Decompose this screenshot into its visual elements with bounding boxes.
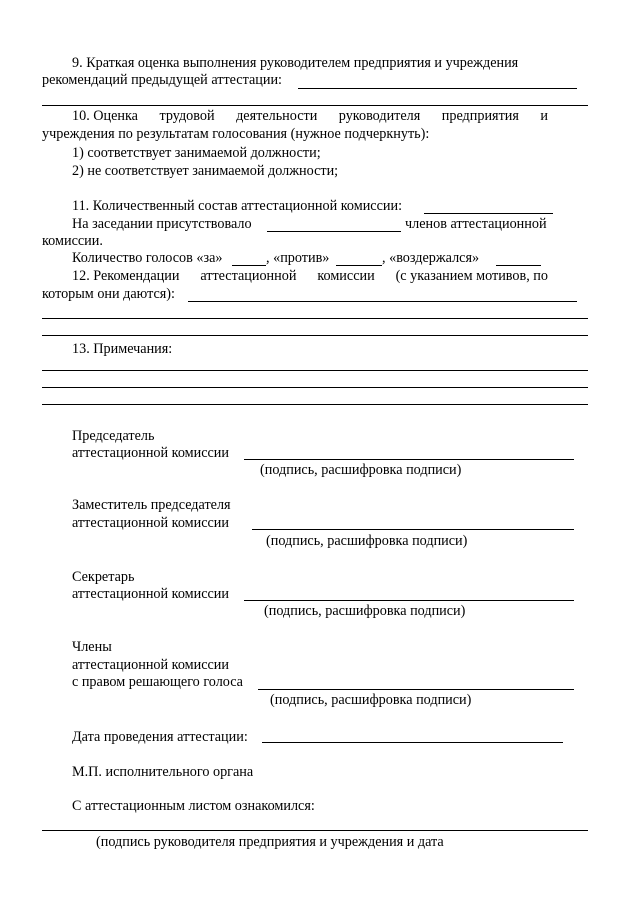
item12-fill-line-2[interactable] (42, 318, 588, 319)
item10-word: деятельности (236, 108, 318, 124)
secretary-signature-line[interactable] (244, 600, 574, 601)
item12-word: комиссии (317, 268, 375, 284)
chair-signature-line[interactable] (244, 459, 574, 460)
item12-word: аттестационной (200, 268, 297, 284)
item11-votes-abstained-label: , «воздержался» (382, 250, 480, 266)
members-label-2: аттестационной комиссии (72, 657, 229, 673)
item11-present-line[interactable] (267, 231, 401, 232)
item11-present-line2: комиссии. (42, 233, 103, 249)
chair-signature-caption: (подпись, расшифровка подписи) (260, 462, 462, 478)
item12-line1 (72, 268, 548, 285)
item10-option-2[interactable]: 2) не соответствует занимаемой должности; (72, 163, 339, 179)
acquainted-caption: (подпись руководителя предприятия и учреждения и дата (96, 834, 444, 850)
item11-votes-for-label: Количество голосов «за» (72, 250, 223, 266)
item10-word: трудовой (159, 108, 215, 124)
deputy-signature-caption: (подпись, расшифровка подписи) (266, 533, 468, 549)
item10-line1 (72, 108, 548, 125)
item10-line2: учреждения по результатам голосования (нужное подчеркнуть): (42, 126, 430, 142)
item11-votes-against-label: , «против» (266, 250, 330, 266)
item13-label: 13. Примечания: (72, 341, 173, 357)
item11-present-prefix: На заседании присутствовало (72, 216, 252, 232)
item12-word: 12. Рекомендации (72, 268, 180, 284)
deputy-signature-line[interactable] (252, 529, 574, 530)
secretary-label-1: Секретарь (72, 569, 135, 585)
item11-line1: 11. Количественный состав аттестационной комиссии: (72, 198, 403, 214)
item13-fill-line-3[interactable] (42, 404, 588, 405)
acquainted-signature-line[interactable] (42, 830, 588, 831)
votes-abstained-line[interactable] (496, 265, 541, 266)
members-label-3: с правом решающего голоса (72, 674, 243, 690)
item12-fill-line[interactable] (188, 301, 577, 302)
secretary-label-2: аттестационной комиссии (72, 586, 229, 602)
item10-word: предприятия (441, 108, 519, 124)
votes-against-line[interactable] (336, 265, 382, 266)
item10-word: 10. Оценка (72, 108, 138, 124)
item13-fill-line-1[interactable] (42, 370, 588, 371)
chair-label-1: Председатель (72, 428, 155, 444)
attestation-date-line[interactable] (262, 742, 563, 743)
item12-fill-line-3[interactable] (42, 335, 588, 336)
members-signature-line[interactable] (258, 689, 574, 690)
chair-label-2: аттестационной комиссии (72, 445, 229, 461)
item12-word: (с указанием мотивов, по (395, 268, 548, 284)
item9-line2: рекомендаций предыдущей аттестации: (42, 72, 282, 88)
item10-word: руководителя (338, 108, 421, 124)
item9-line1: 9. Краткая оценка выполнения руководителем предприятия и учреждения (72, 55, 519, 71)
attestation-date-label: Дата проведения аттестации: (72, 729, 248, 745)
item11-commission-size-line[interactable] (424, 213, 553, 214)
stamp-label: М.П. исполнительного органа (72, 764, 254, 780)
secretary-signature-caption: (подпись, расшифровка подписи) (264, 603, 466, 619)
deputy-label-1: Заместитель председателя (72, 497, 231, 513)
item9-fill-line-2[interactable] (42, 105, 588, 106)
members-signature-caption: (подпись, расшифровка подписи) (270, 692, 472, 708)
item13-fill-line-2[interactable] (42, 387, 588, 388)
item10-word: и (540, 108, 548, 124)
deputy-label-2: аттестационной комиссии (72, 515, 229, 531)
item12-line2: которым они даются): (42, 286, 175, 302)
acquainted-label: С аттестационным листом ознакомился: (72, 798, 315, 814)
item11-present-suffix: членов аттестационной (405, 216, 547, 232)
item9-fill-line[interactable] (298, 88, 577, 89)
item10-option-1[interactable]: 1) соответствует занимаемой должности; (72, 145, 321, 161)
members-label-1: Члены (72, 639, 112, 655)
votes-for-line[interactable] (232, 265, 266, 266)
